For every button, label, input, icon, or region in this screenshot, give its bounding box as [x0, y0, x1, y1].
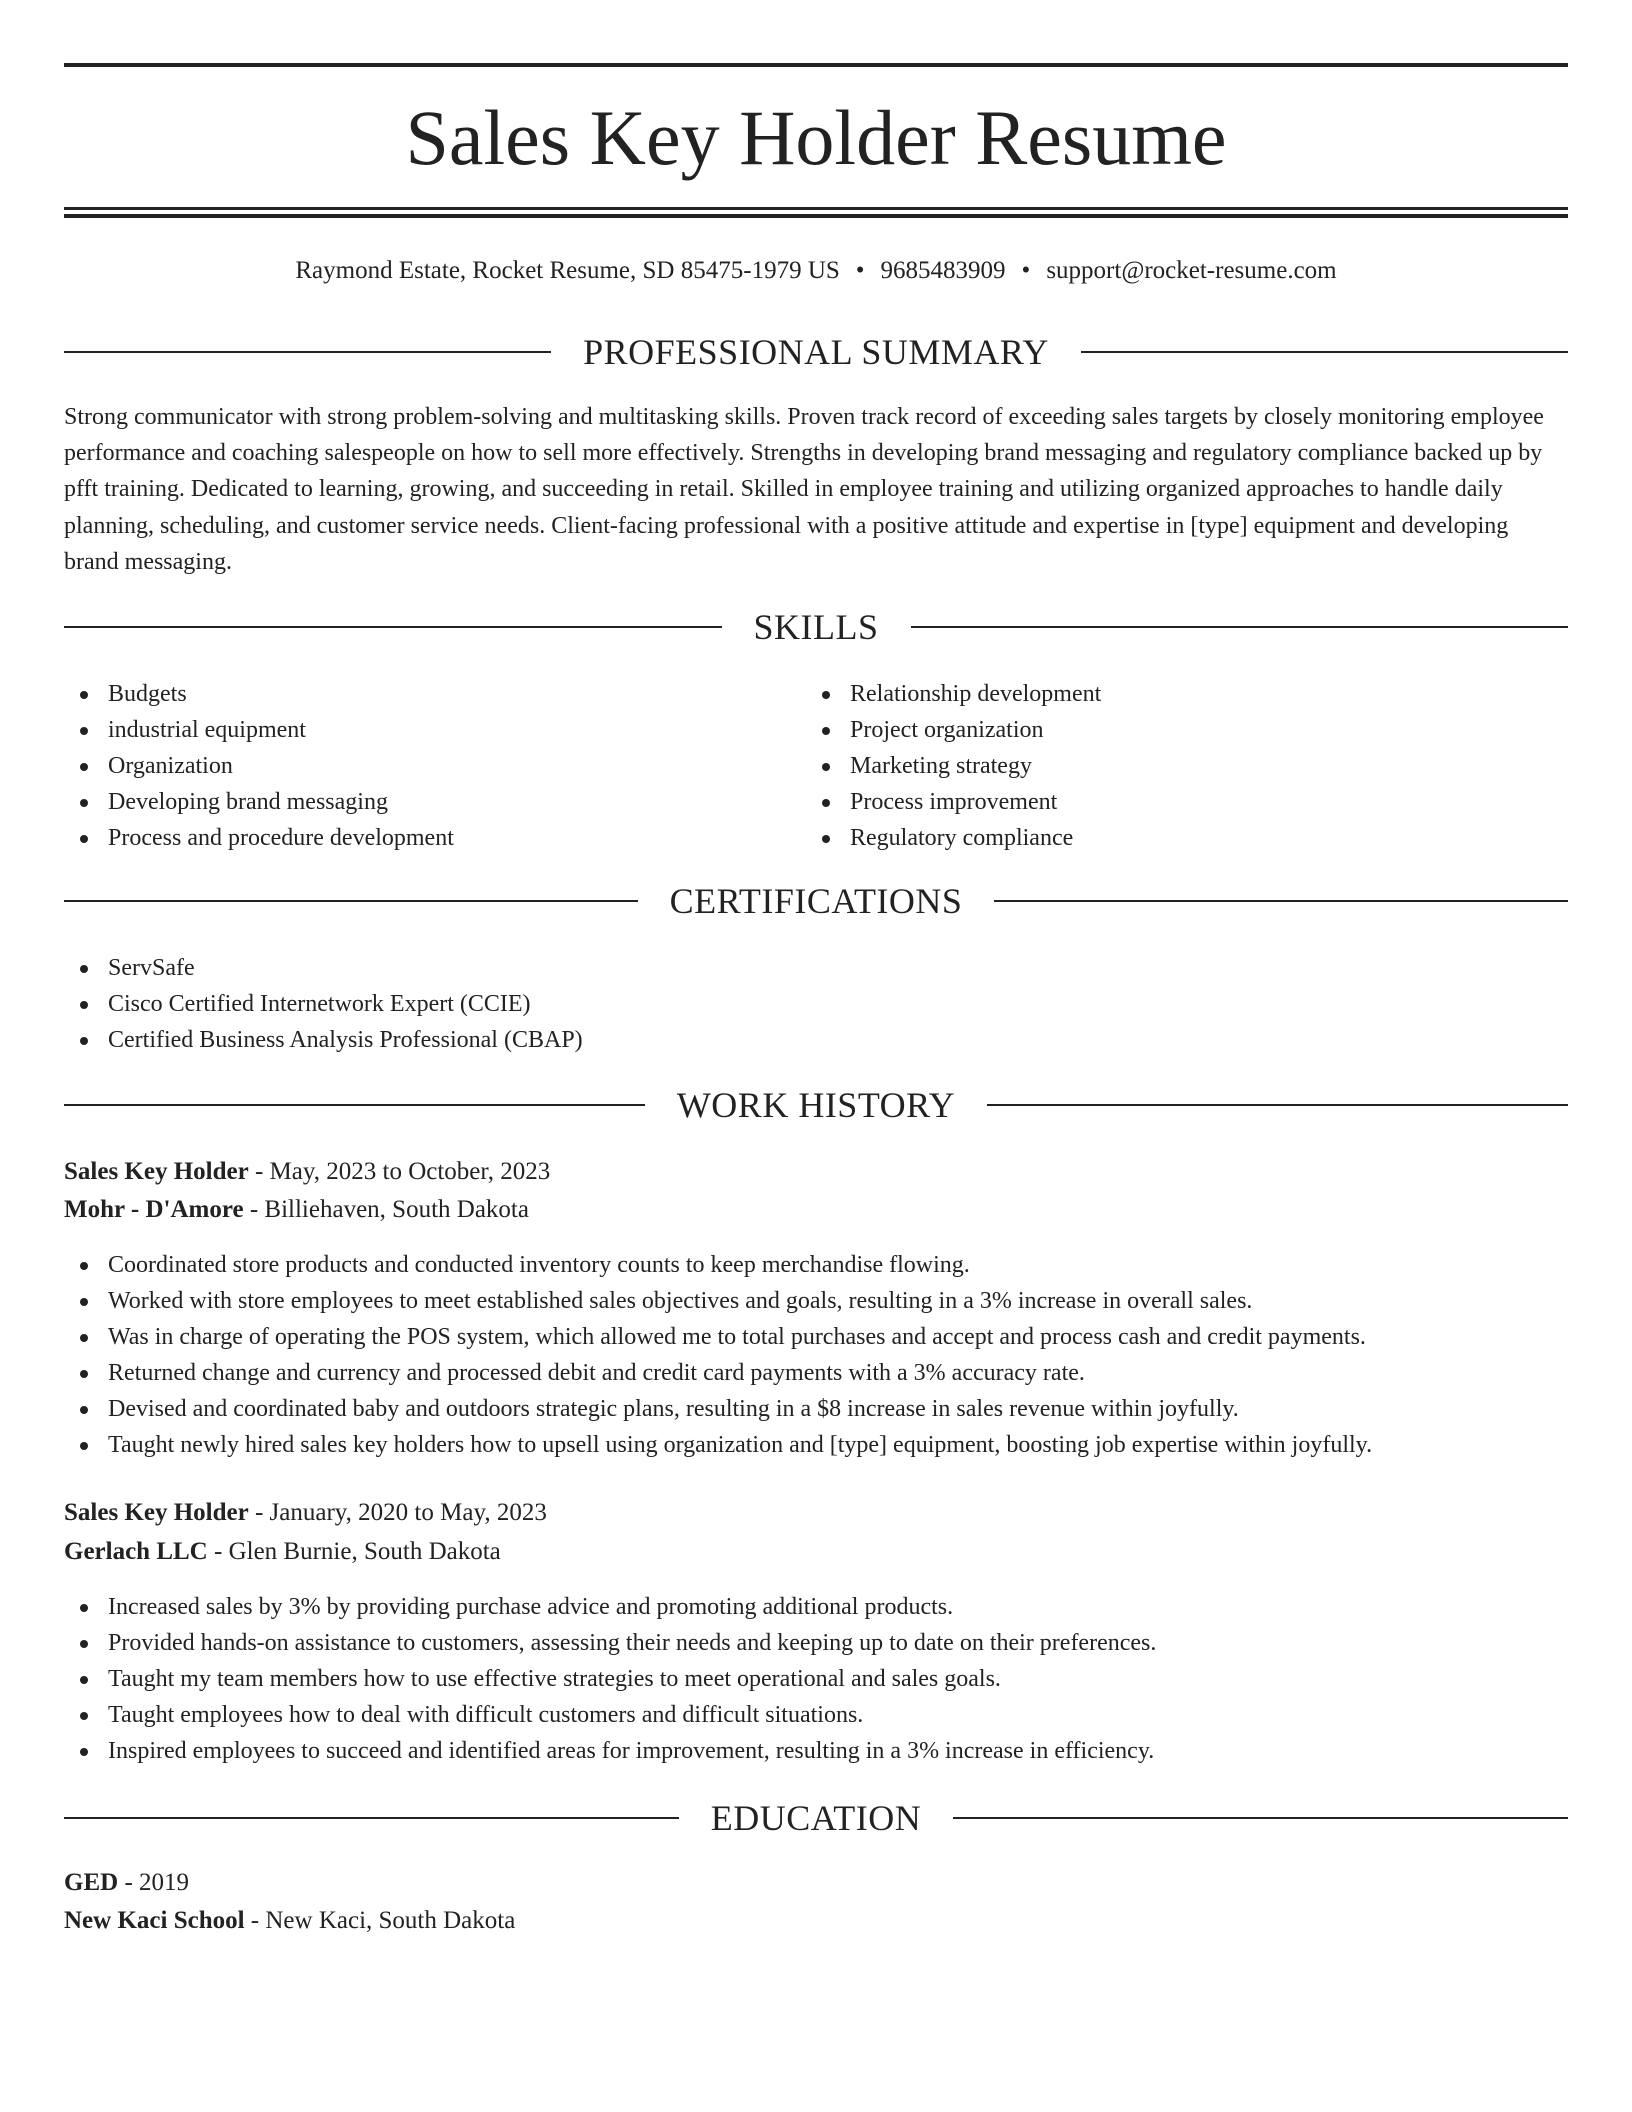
job-bullet: Taught employees how to deal with difficult customers and difficult situations. [64, 1697, 1156, 1733]
skill-item: Regulatory compliance [806, 820, 1101, 856]
heading-rule-left [64, 900, 638, 902]
contact-email: support@rocket-resume.com [1046, 257, 1337, 284]
job-bullet: Returned change and currency and processed debit and credit card payments with a 3% accuracy rate. [64, 1355, 1372, 1391]
skills-list-right [806, 676, 1101, 856]
resume-title: Sales Key Holder Resume [405, 94, 1227, 181]
education-year: - 2019 [118, 1869, 190, 1896]
certifications-list [64, 950, 583, 1058]
job-company: Gerlach LLC [64, 1538, 208, 1565]
section-heading-skills [64, 607, 1568, 647]
job-bullets [64, 1247, 1372, 1463]
section-title: PROFESSIONAL SUMMARY [583, 332, 1049, 372]
heading-rule-left [64, 351, 551, 353]
heading-rule-right [953, 1817, 1568, 1819]
skill-item: Budgets [64, 676, 454, 712]
header-top-rule [64, 63, 1568, 67]
heading-rule-right [987, 1104, 1568, 1106]
contact-separator: • [855, 257, 865, 284]
education-location: - New Kaci, South Dakota [244, 1907, 516, 1934]
education-degree-line [64, 1864, 189, 1902]
certification-item: Certified Business Analysis Professional (CBAP) [64, 1022, 583, 1058]
section-heading-certifications [64, 881, 1568, 921]
job-bullets [64, 1589, 1156, 1769]
heading-rule-right [1081, 351, 1568, 353]
job-company: Mohr - D'Amore [64, 1196, 244, 1223]
education-school-line [64, 1902, 515, 1940]
education-degree: GED [64, 1869, 119, 1896]
skill-item: Marketing strategy [806, 748, 1101, 784]
skill-item: Developing brand messaging [64, 784, 454, 820]
job-bullet: Taught my team members how to use effective strategies to meet operational and sales goals. [64, 1661, 1156, 1697]
skill-item: Process and procedure development [64, 820, 454, 856]
certification-item: ServSafe [64, 950, 583, 986]
job-title: Sales Key Holder [64, 1499, 249, 1526]
section-title: WORK HISTORY [676, 1085, 956, 1125]
job-company-line [64, 1191, 529, 1229]
skill-item: industrial equipment [64, 712, 454, 748]
job-company-line [64, 1533, 501, 1571]
section-title: CERTIFICATIONS [669, 881, 963, 921]
section-title: EDUCATION [710, 1798, 922, 1838]
contact-line [64, 251, 1568, 291]
job-bullet: Was in charge of operating the POS system, which allowed me to total purchases and accept and process cash and credit payments. [64, 1319, 1372, 1355]
job-location: - Billiehaven, South Dakota [243, 1196, 529, 1223]
skill-item: Relationship development [806, 676, 1101, 712]
heading-rule-right [994, 900, 1568, 902]
job-title-line [64, 1153, 550, 1191]
job-title-line [64, 1494, 547, 1532]
heading-rule-right [911, 626, 1569, 628]
job-bullet: Coordinated store products and conducted inventory counts to keep merchandise flowing. [64, 1247, 1372, 1283]
section-heading-work-history [64, 1085, 1568, 1125]
skill-item: Organization [64, 748, 454, 784]
contact-phone: 9685483909 [880, 257, 1006, 284]
skills-list-left [64, 676, 454, 856]
section-heading-summary [64, 332, 1568, 372]
job-dates: - January, 2020 to May, 2023 [248, 1499, 547, 1526]
job-bullet: Devised and coordinated baby and outdoors strategic plans, resulting in a $8 increase in sales revenue within joyfully. [64, 1391, 1372, 1427]
job-bullet: Provided hands-on assistance to customers, assessing their needs and keeping up to date on their preferences. [64, 1625, 1156, 1661]
section-title: SKILLS [753, 607, 879, 647]
heading-rule-left [64, 1104, 645, 1106]
heading-rule-left [64, 626, 722, 628]
summary-text: Strong communicator with strong problem-solving and multitasking skills. Proven track record of exceeding sales targets by closely monitoring employee performance and coaching salespeople on how to sell more effectively. Strengths in developing brand messaging and regulatory compliance backed up by pfft training. Dedicated to learning, growing, and succeeding in retail. Skilled in employee training and utilizing organized approaches to handle daily planning, scheduling, and customer service needs. Client-facing professional with a positive attitude and expertise in [type] equipment and developing brand messaging. [64, 404, 1544, 575]
job-dates: - May, 2023 to October, 2023 [248, 1158, 551, 1185]
job-bullet: Worked with store employees to meet established sales objectives and goals, resulting in a 3% increase in overall sales. [64, 1283, 1372, 1319]
job-bullet: Taught newly hired sales key holders how to upsell using organization and [type] equipment, boosting job expertise within joyfully. [64, 1427, 1372, 1463]
skill-item: Project organization [806, 712, 1101, 748]
contact-address: Raymond Estate, Rocket Resume, SD 85475-1979 US [295, 257, 840, 284]
header-double-rule [64, 207, 1568, 218]
heading-rule-left [64, 1817, 679, 1819]
skill-item: Process improvement [806, 784, 1101, 820]
section-heading-education [64, 1798, 1568, 1838]
education-school: New Kaci School [64, 1907, 245, 1934]
job-bullet: Increased sales by 3% by providing purchase advice and promoting additional products. [64, 1589, 1156, 1625]
job-bullet: Inspired employees to succeed and identified areas for improvement, resulting in a 3% increase in efficiency. [64, 1733, 1156, 1769]
certification-item: Cisco Certified Internetwork Expert (CCIE) [64, 986, 583, 1022]
job-title: Sales Key Holder [64, 1158, 249, 1185]
contact-separator: • [1021, 257, 1031, 284]
job-location: - Glen Burnie, South Dakota [207, 1538, 501, 1565]
